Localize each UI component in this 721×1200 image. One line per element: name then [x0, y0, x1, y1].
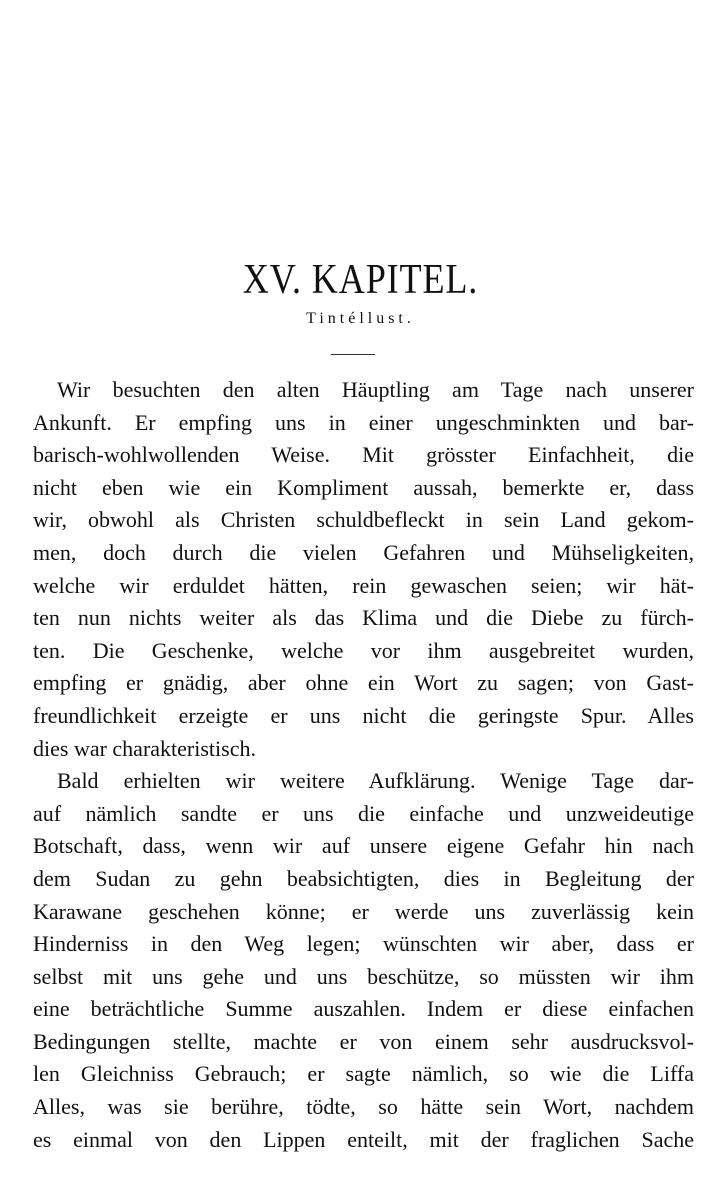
- title-divider: [331, 354, 375, 355]
- text-line: Bald erhielten wir weitere Aufklärung. Wenige Tage dar-: [57, 768, 694, 794]
- text-line: dies war charakteristisch.: [33, 735, 256, 761]
- text-line: auf nämlich sandte er uns die einfache und unzweideutige: [33, 800, 694, 826]
- text-line: Hinderniss in den Weg legen; wünschten wir aber, dass er: [33, 931, 694, 957]
- text-line: ten nun nichts weiter als das Klima und die Diebe zu fürch-: [33, 605, 694, 631]
- text-line: Wir besuchten den alten Häuptling am Tage nach unserer: [57, 377, 694, 402]
- text-line: empfing er gnädig, aber ohne ein Wort zu sagen; von Gast-: [33, 670, 694, 696]
- chapter-body: [33, 374, 694, 1156]
- text-line: Botschaft, dass, wenn wir auf unsere eigene Gefahr hin nach: [33, 833, 694, 859]
- text-line: freundlichkeit erzeigte er uns nicht die geringste Spur. Alles: [33, 702, 694, 728]
- text-line: wir, obwohl als Christen schuldbefleckt in sein Land gekom-: [33, 507, 694, 533]
- text-line: Alles, was sie berühre, tödte, so hätte sein Wort, nachdem: [33, 1094, 694, 1120]
- text-line: selbst mit uns gehe und uns beschütze, so müssten wir ihm: [33, 963, 694, 989]
- text-line: dem Sudan zu gehn beabsichtigten, dies in Begleitung der: [33, 865, 694, 891]
- text-line: barisch-wohlwollenden Weise. Mit grösster Einfachheit, die: [33, 442, 694, 468]
- text-line: Bedingungen stellte, machte er von einem sehr ausdrucksvol-: [33, 1028, 694, 1054]
- chapter-subtitle: Tintéllust.: [306, 310, 415, 327]
- chapter-title: XV. KAPITEL.: [242, 257, 479, 303]
- text-line: nicht eben wie ein Kompliment aussah, bemerkte er, dass: [33, 474, 694, 500]
- text-line: eine beträchtliche Summe auszahlen. Indem er diese einfachen: [33, 996, 694, 1022]
- text-line: men, doch durch die vielen Gefahren und Mühseligkeiten,: [33, 539, 694, 565]
- text-line: Karawane geschehen könne; er werde uns zuverlässig kein: [33, 898, 694, 924]
- text-line: es einmal von den Lippen enteilt, mit der fraglichen Sache: [33, 1126, 694, 1152]
- text-line: len Gleichniss Gebrauch; er sagte nämlich, so wie die Liffa: [33, 1061, 694, 1087]
- text-line: Ankunft. Er empfing uns in einer ungeschminkten und bar-: [33, 409, 694, 435]
- text-line: ten. Die Geschenke, welche vor ihm ausgebreitet wurden,: [33, 637, 694, 663]
- text-line: welche wir erduldet hätten, rein gewaschen seien; wir hät-: [33, 572, 694, 598]
